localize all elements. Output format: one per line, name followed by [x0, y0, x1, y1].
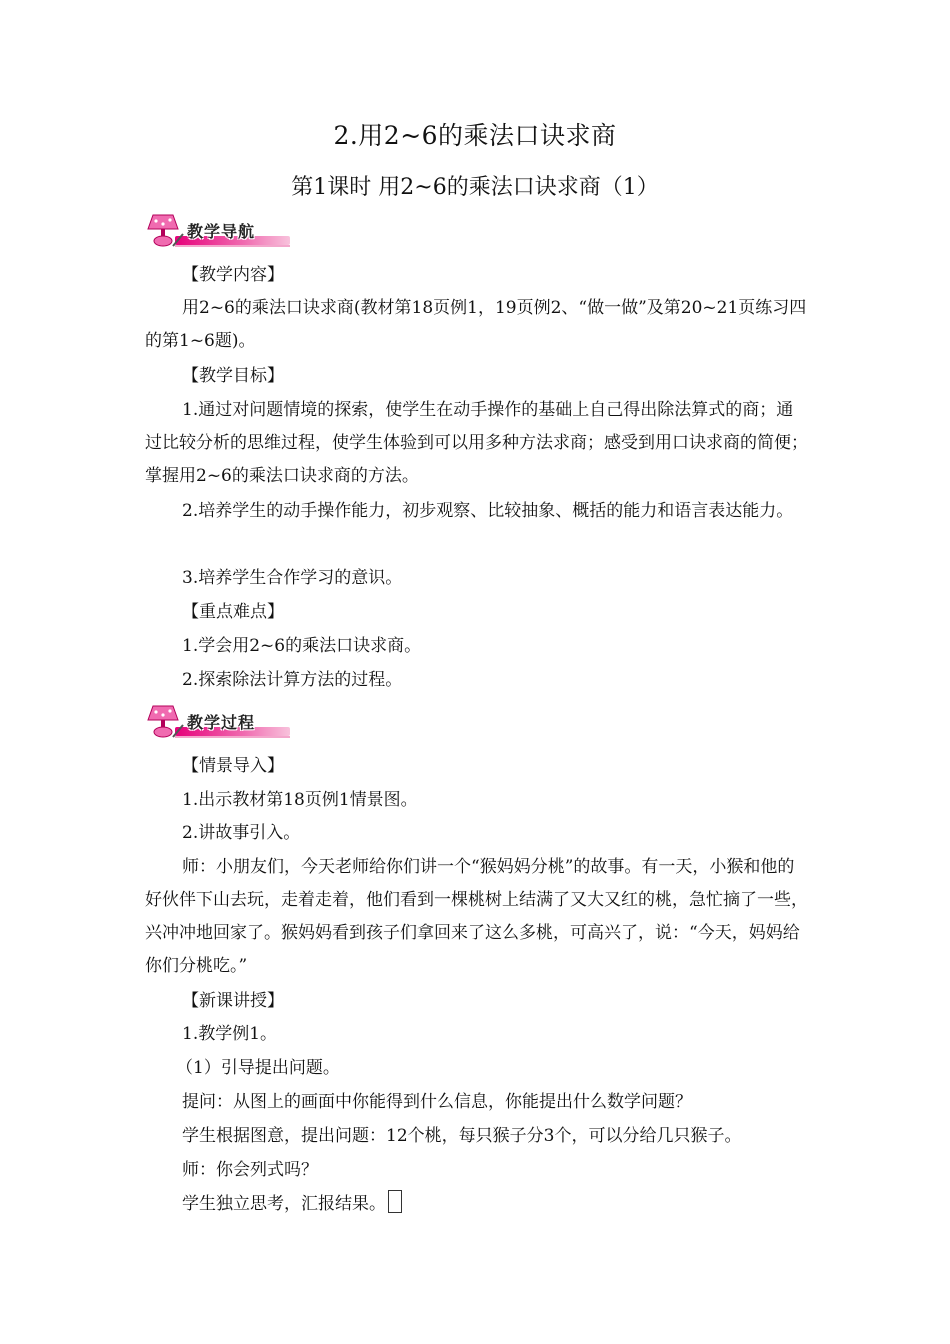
- goal-1: 1.通过对问题情境的探索，使学生在动手操作的基础上自己得出除法算式的商；通过比较分析的思维过程，使学生体验到可以用多种方法求商；感受到用口诀求商的简便；掌握用2~6的乘法口诀求商的方法。: [145, 400, 808, 486]
- section-banner-process: [145, 703, 290, 741]
- lamp-icon: [145, 703, 185, 741]
- new-lesson-1: 1.教学例1。: [182, 1024, 278, 1044]
- key-heading: 【重点难点】: [182, 602, 284, 622]
- text-cursor-box: [388, 1190, 402, 1213]
- section-banner-nav: [145, 212, 290, 250]
- story-text: 师：小朋友们，今天老师给你们讲一个“猴妈妈分桃”的故事。有一天，小猴和他的好伙伴下山去玩，走着走着，他们看到一棵桃树上结满了又大又红的桃，急忙摘了一些，兴冲冲地回家了。猴妈妈看到孩子们拿回来了这么多桃，可高兴了，说：“今天，妈妈给你们分桃吃。”: [145, 857, 808, 976]
- content-heading: 【教学内容】: [182, 265, 284, 285]
- lesson-subtitle: 第1课时 用2~6的乘法口诀求商（1）: [291, 175, 659, 200]
- student-think: 学生独立思考，汇报结果。: [182, 1194, 386, 1214]
- student-question: 学生根据图意，提出问题：12个桃，每只猴子分3个，可以分给几只猴子。: [182, 1126, 742, 1146]
- intro-1: 1.出示教材第18页例1情景图。: [182, 790, 418, 810]
- goal-3: 3.培养学生合作学习的意识。: [182, 568, 403, 588]
- new-lesson-heading: 【新课讲授】: [182, 991, 284, 1011]
- goals-heading: 【教学目标】: [182, 366, 284, 386]
- intro-heading: 【情景导入】: [182, 756, 284, 776]
- question-text: 提问：从图上的画面中你能得到什么信息，你能提出什么数学问题？: [182, 1092, 692, 1112]
- key-1: 1.学会用2~6的乘法口诀求商。: [182, 636, 422, 656]
- intro-2: 2.讲故事引入。: [182, 823, 301, 843]
- lamp-icon: [145, 212, 185, 250]
- page-title: 2.用2~6的乘法口诀求商: [333, 121, 617, 150]
- banner-underline: [175, 245, 290, 247]
- banner-label: 教学过程: [187, 713, 256, 732]
- banner-label: 教学导航: [187, 222, 256, 241]
- goal-2: 2.培养学生的动手操作能力，初步观察、比较抽象、概括的能力和语言表达能力。: [182, 501, 794, 521]
- content-text: 用2~6的乘法口诀求商(教材第18页例1，19页例2、“做一做”及第20~21页练习四的第1~6题)。: [145, 298, 807, 351]
- teacher-question: 师：你会列式吗？: [182, 1160, 318, 1180]
- new-lesson-1-1: （1）引导提出问题。: [176, 1058, 340, 1078]
- key-2: 2.探索除法计算方法的过程。: [182, 670, 403, 690]
- student-think-line: [182, 1188, 402, 1221]
- banner-underline: [175, 736, 290, 738]
